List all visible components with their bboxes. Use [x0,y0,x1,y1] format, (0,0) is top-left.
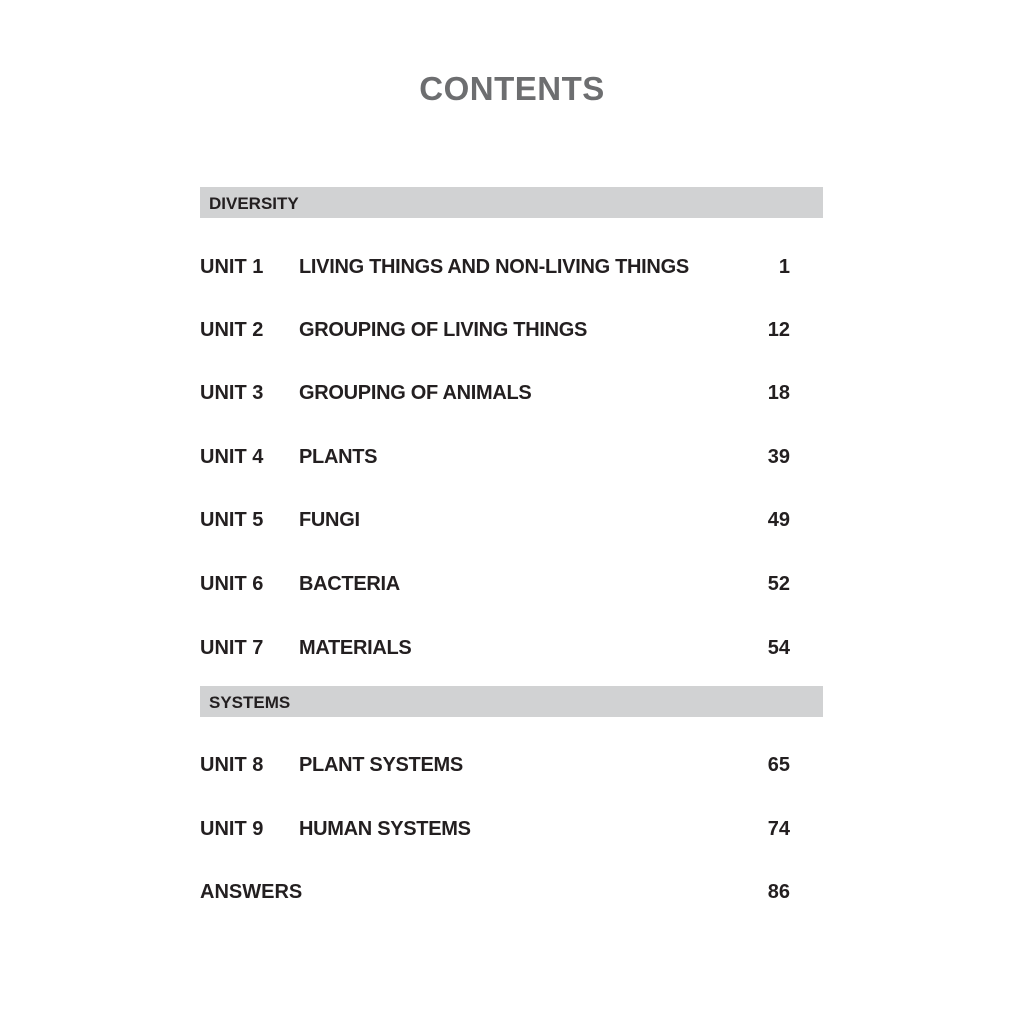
unit-number: UNIT 2 [200,319,264,341]
page-number: 18 [767,382,790,404]
page-number: 12 [767,319,790,341]
page-number: 54 [767,637,790,659]
unit-number: UNIT 5 [200,509,264,531]
page-number: 74 [767,818,790,840]
unit-number: UNIT 6 [200,573,264,595]
toc-entry-unit-3[interactable] [200,382,790,410]
toc-entry-unit-7[interactable] [200,637,790,665]
section-header-diversity [200,187,823,218]
section-label: SYSTEMS [209,693,291,712]
page-number: 65 [767,754,790,776]
unit-number: UNIT 7 [200,637,264,659]
toc-entry-unit-6[interactable] [200,573,790,601]
page-number: 1 [778,256,790,278]
unit-number: UNIT 1 [200,256,264,278]
unit-title: PLANT SYSTEMS [299,754,463,776]
toc-entry-unit-2[interactable] [200,319,790,347]
toc-entry-answers[interactable] [200,881,790,909]
toc-entry-unit-9[interactable] [200,818,790,846]
toc-entry-unit-4[interactable] [200,446,790,474]
unit-number: UNIT 8 [200,754,264,776]
unit-title: MATERIALS [299,637,412,659]
page-number: 39 [767,446,790,468]
page-number: 52 [767,573,790,595]
unit-title: HUMAN SYSTEMS [299,818,471,840]
section-label: DIVERSITY [209,194,299,213]
unit-title: BACTERIA [299,573,400,595]
page-number: 86 [767,881,790,903]
answers-label: ANSWERS [200,881,303,903]
toc-entry-unit-1[interactable] [200,256,790,284]
page-title: CONTENTS [419,70,605,107]
unit-number: UNIT 3 [200,382,264,404]
section-header-systems [200,686,823,717]
unit-title: LIVING THINGS AND NON-LIVING THINGS [299,256,689,278]
toc-entry-unit-8[interactable] [200,754,790,782]
toc-entry-unit-5[interactable] [200,509,790,537]
unit-title: GROUPING OF LIVING THINGS [299,319,588,341]
unit-number: UNIT 4 [200,446,264,468]
page-number: 49 [767,509,790,531]
unit-number: UNIT 9 [200,818,264,840]
unit-title: GROUPING OF ANIMALS [299,382,532,404]
unit-title: PLANTS [299,446,378,468]
unit-title: FUNGI [299,509,360,531]
